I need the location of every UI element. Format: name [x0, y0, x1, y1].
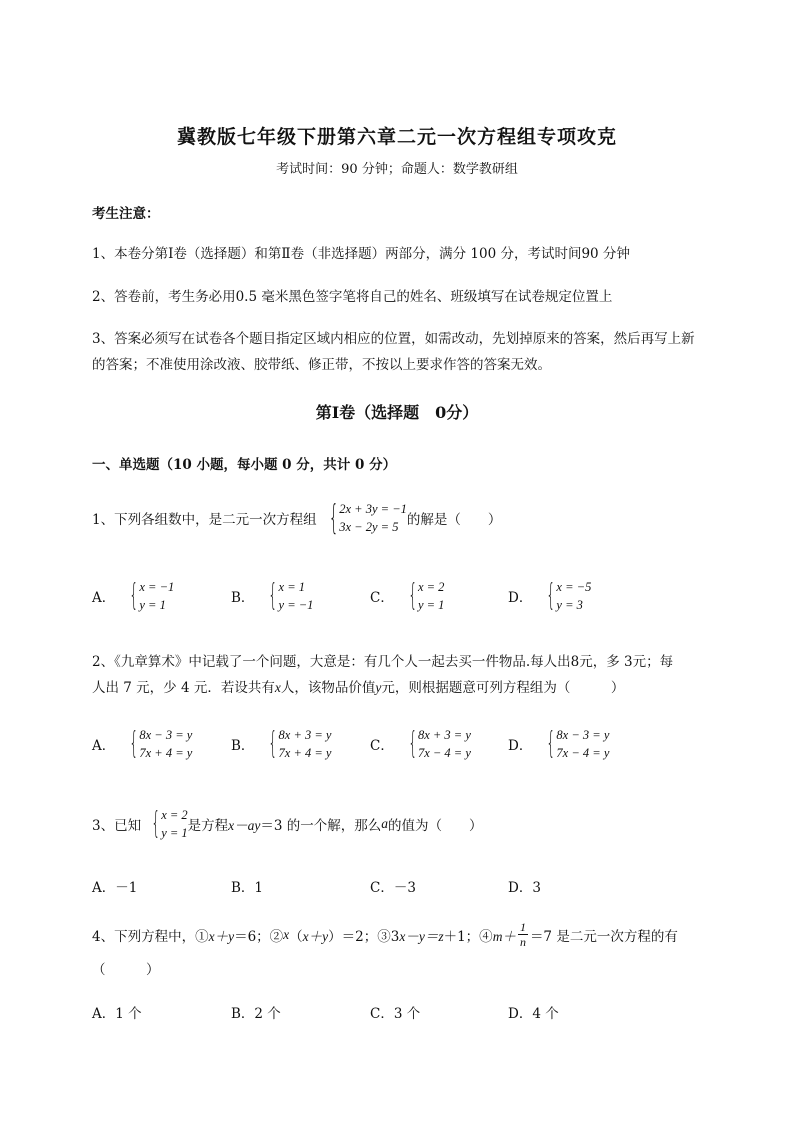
q3-option-d[interactable]: D．3 — [508, 880, 541, 896]
option-line: 8x − 3 = y — [556, 728, 610, 742]
q4-eq-3: x－y＝z — [399, 928, 444, 944]
brace-icon: { — [129, 578, 139, 613]
q3-var-a: a — [381, 816, 389, 831]
q3-option-a[interactable]: A．－1 — [92, 880, 138, 896]
option-line: 7x − 4 = y — [417, 746, 471, 760]
q3-eq-2: y = 1 — [161, 826, 188, 840]
q4-option-b[interactable]: B．2 个 — [231, 1006, 281, 1022]
brace-icon: { — [268, 726, 278, 761]
option-line: x = −1 — [139, 580, 175, 594]
option-line: y = −1 — [278, 598, 314, 612]
q2-var-x: x — [274, 680, 281, 695]
brace-icon: { — [268, 578, 278, 613]
q2-text: 人出 7 元，少 4 元．若设共有 — [92, 680, 275, 696]
brace-icon: { — [546, 578, 556, 613]
q3-text: 是方程 — [187, 818, 229, 834]
q1-option-a[interactable] — [92, 578, 174, 614]
q2-option-c[interactable] — [370, 726, 471, 762]
notice-heading: 考生注意： — [92, 206, 160, 222]
brace-icon: { — [408, 578, 417, 613]
q4-text: ）＝2；③3 — [328, 928, 400, 945]
q2-option-b[interactable] — [231, 726, 331, 762]
question-1 — [92, 500, 501, 536]
brace-icon: { — [151, 806, 161, 841]
option-line: y = 1 — [139, 598, 166, 612]
option-line: 7x + 4 = y — [139, 746, 193, 760]
option-line: y = 3 — [556, 598, 583, 612]
q4-text: ＝7 是二元一次方程的有 — [529, 928, 678, 945]
option-line: 8x + 3 = y — [417, 728, 471, 742]
q2-option-d[interactable] — [508, 726, 609, 762]
notice-item-1: 1、本卷分第Ⅰ卷（选择题）和第Ⅱ卷（非选择题）两部分，满分 100 分，考试时间90 分钟 — [92, 246, 630, 262]
frac-numerator: 1 — [519, 920, 526, 934]
q1-eq-1: 2x + 3y = −1 — [339, 502, 407, 516]
q3-suffix: 的值为（ ） — [388, 818, 483, 834]
q2-option-a[interactable] — [92, 726, 192, 762]
q1-option-b[interactable] — [231, 578, 313, 614]
q4-text: （ — [289, 928, 303, 945]
option-line: x = −5 — [556, 580, 592, 594]
q4-option-d[interactable]: D．4 个 — [508, 1006, 559, 1022]
q3-prefix: 3、已知 — [92, 818, 142, 834]
option-letter: C． — [370, 590, 394, 606]
brace-icon: { — [328, 498, 339, 538]
option-line: 8x − 3 = y — [139, 728, 193, 742]
notice-item-2: 2、答卷前，考生务必用0.5 毫米黑色签字笔将自己的姓名、班级填写在试卷规定位置上 — [92, 289, 613, 305]
q1-option-c[interactable] — [370, 578, 444, 614]
q2-var-y: y — [375, 680, 382, 695]
brace-icon: { — [408, 726, 417, 761]
brace-icon: { — [546, 726, 556, 761]
q3-eq-1: x = 2 — [161, 808, 188, 822]
section-title: 第Ⅰ卷（选择题 0分） — [315, 403, 479, 422]
q4-eq-2b: x＋y — [302, 928, 329, 944]
q2-line-2 — [92, 676, 624, 696]
q1-eq-2: 3x − 2y = 5 — [339, 520, 399, 534]
q3-option-c[interactable]: C．－3 — [370, 880, 416, 896]
option-letter: D． — [508, 738, 533, 754]
q4-eq-1: x＋y — [208, 928, 235, 944]
q1-suffix: 的解是（ ） — [406, 512, 502, 528]
q3-system — [141, 806, 188, 842]
q3-text: ＝3 的一个解，那么 — [260, 818, 382, 834]
q3-equation: x－ay — [228, 818, 261, 833]
frac-denominator: n — [519, 935, 526, 949]
q2-line-1: 2、《九章算术》中记载了一个问题，大意是：有几个人一起去买一件物品.每人出8元，多 3元；每 — [92, 654, 674, 670]
option-line: 8x + 3 = y — [278, 728, 332, 742]
option-line: x = 2 — [417, 580, 445, 594]
option-line: 7x + 4 = y — [278, 746, 332, 760]
q1-prefix: 1、下列各组数中，是二元一次方程组 — [92, 512, 317, 528]
q4-text: 4、下列方程中，① — [92, 928, 209, 945]
question-4 — [92, 920, 678, 949]
notice-item-3: 3、答案必须写在试卷各个题目指定区域内相应的位置，如需改动，先划掉原来的答案，然后再写上新 — [92, 331, 695, 347]
option-line: x = 1 — [278, 580, 305, 594]
q4-text: ＝6；② — [234, 928, 284, 945]
q1-system — [317, 500, 407, 536]
q4-eq-4: m＋ — [492, 928, 516, 944]
option-letter: D． — [508, 590, 533, 606]
option-letter: A． — [92, 738, 116, 754]
q4-option-a[interactable]: A．1 个 — [92, 1006, 142, 1022]
option-letter: B． — [231, 738, 255, 754]
option-letter: A． — [92, 590, 116, 606]
q2-text: 人，该物品价值 — [280, 680, 376, 696]
q1-option-d[interactable] — [508, 578, 591, 614]
option-line: y = 1 — [417, 598, 445, 612]
q4-line-2: （ ） — [92, 962, 160, 978]
option-letter: B． — [231, 590, 255, 606]
q4-eq-2: x — [283, 926, 290, 942]
exam-info: 考试时间：90 分钟；命题人：数学教研组 — [276, 162, 518, 177]
notice-item-3-cont: 的答案；不准使用涂改液、胶带纸、修正带，不按以上要求作答的答案无效。 — [92, 357, 551, 373]
q4-text: ＋1；④ — [443, 928, 493, 945]
page-title: 冀教版七年级下册第六章二元一次方程组专项攻克 — [176, 126, 617, 148]
option-letter: C． — [370, 738, 394, 754]
q4-option-c[interactable]: C．3 个 — [370, 1006, 421, 1022]
option-line: 7x − 4 = y — [556, 746, 610, 760]
part-heading: 一、单选题（10 小题，每小题 0 分，共计 0 分） — [92, 457, 397, 473]
q2-text: 元，则根据题意可列方程组为（ ） — [381, 680, 625, 696]
question-3 — [92, 806, 483, 842]
q3-option-b[interactable]: B．1 — [231, 880, 264, 896]
q4-fraction — [518, 920, 528, 949]
brace-icon: { — [129, 726, 139, 761]
